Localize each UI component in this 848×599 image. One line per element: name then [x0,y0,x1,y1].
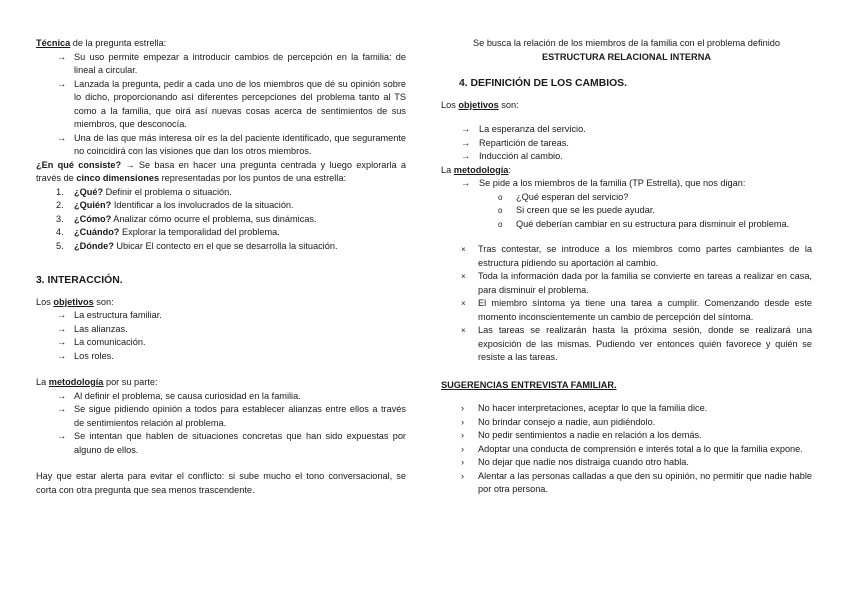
tecnica-list [36,51,406,159]
list-item: → La estructura familiar. [36,309,406,323]
section-4-title: 4. DEFINICIÓN DE LOS CAMBIOS. [459,78,627,89]
x-bullet-icon: × [461,245,466,254]
arrow-icon: → [461,178,471,188]
arrow-icon: → [57,323,67,334]
list-item: o Si creen que se les puede ayudar. [441,204,812,218]
objetivos-list [441,123,812,164]
list-item: 5. ¿Dónde? Ubicar El contecto en el que se desarrolla la situación. [56,240,338,251]
list-item: × El miembro síntoma ya tiene una tarea a cumplir. Comenzando desde este momento inconscientemente un cambio de percepción del síntoma. [461,298,812,322]
dimensions-list [36,186,406,254]
list-item: → Los roles. [36,350,406,364]
list-item: × Las tareas se realizarán hasta la próxima sesión, donde se realizará una exposición de las mismas. Pudiendo ver entonces quién favorece y quién se resiste a las tareas. [461,325,812,362]
sugerencias-list [441,402,812,497]
list-item: o Qué deberían cambiar en su estructura para disminuir el problema. [441,218,812,232]
objetivos-label: Los objetivos son: [441,99,519,110]
chevron-bullet-icon: › [461,443,465,454]
list-item: › No hacer interpretaciones, aceptar lo que la familia dice. [441,402,812,416]
list-item: › Adoptar una conducta de comprensión e interés total a lo que la familia expone. [441,443,812,457]
list-item: 4. ¿Cuándo? Explorar la temporalidad del problema. [56,227,280,237]
objetivos-list [36,309,406,363]
list-item: → Lanzada la pregunta, pedir a cada uno de los miembros que dé su opinión sobre lo dicho, proporcionando así diferentes percepciones del problema tanto al TS como a la familia, que oirá así nuevas cosas acerca de sentimientos de sus miembros, que desconocía. [57,78,406,129]
list-item: → Repartición de tareas. [441,137,812,151]
chevron-bullet-icon: › [461,403,465,413]
chevron-bullet-icon: › [461,430,465,440]
circle-bullet-icon: o [498,206,503,215]
arrow-icon: → [57,390,67,401]
questions-list [441,191,812,232]
metodologia-list [441,177,812,191]
arrow-icon: → [461,151,471,161]
list-item: × Toda la información dada por la familia se convierte en tareas a realizar en casa, para disminuir el problema. [461,271,812,295]
x-bullet-icon: × [461,299,466,308]
metodologia-label: La metodología por su parte: [36,377,158,387]
list-item: → Se sigue pidiendo opinión a todos para establecer alianzas entre ellos a través de sentimientos relación al problema. [57,404,406,428]
objetivos-label: Los objetivos son: [36,296,114,307]
list-item: × Tras contestar, se introduce a los miembros como partes cambiantes de la estructura pidiendo su aportación al cambio. [461,244,812,268]
right-column [441,37,812,497]
x-bullet-icon: × [461,272,466,281]
arrow-icon: → [57,310,67,320]
list-item: › No brindar consejo a nadie, aun pidiéndolo. [441,416,812,430]
list-item: 3. ¿Cómo? Analizar cómo ocurre el problema, sus dinámicas. [56,213,317,224]
chevron-bullet-icon: › [461,470,465,481]
list-item: o ¿Qué esperan del servicio? [441,191,812,205]
intro-text: Se busca la relación de los miembros de la familia con el problema definido [473,38,780,48]
left-column [36,37,406,497]
arrow-icon: → [57,51,67,62]
list-item: 1. ¿Qué? Definir el problema o situación. [56,186,232,197]
arrow-icon: → [461,137,471,148]
x-bullet-icon: × [461,326,466,335]
arrow-icon: → [57,431,67,441]
list-item: → Se intentan que hablen de situaciones concretas que han sido expuestas por alguno de ellos. [57,431,406,455]
sugerencias-title: SUGERENCIAS ENTREVISTA FAMILIAR. [441,379,617,390]
closing-paragraph: Hay que estar alerta para evitar el conflicto: si sube mucho el tono conversacional, se corta con otra pregunta que sea menos trascendente. [36,471,406,495]
chevron-bullet-icon: › [461,416,465,427]
arrow-icon: → [57,350,67,361]
tasks-list [441,243,812,365]
list-item: → Se pide a los miembros de la familia (TP Estrella), que nos digan: [441,177,812,191]
list-item: › Alentar a las personas calladas a que den su opinión, no permitir que nadie hable por otra persona. [461,470,812,494]
list-item: › No dejar que nadie nos distraiga cuando otro habla. [441,456,812,470]
list-item: → La esperanza del servicio. [441,123,812,137]
metodologia-list [36,390,406,458]
list-item: → Una de las que más interesa oír es la del paciente identificado, que seguramente no coincidirá con las visiones que dan los otros miembros. [57,132,406,156]
intro-bold: ESTRUCTURA RELACIONAL INTERNA [542,51,711,62]
arrow-icon: → [57,78,67,89]
arrow-icon: → [57,404,67,414]
list-item: → Las alianzas. [36,323,406,337]
section-3-title: 3. INTERACCIÓN. [36,275,123,286]
list-item: → Su uso permite empezar a introducir cambios de percepción en la familia: de lineal a circular. [57,51,406,75]
tecnica-heading: Técnica de la pregunta estrella: [36,38,167,48]
circle-bullet-icon: o [498,219,503,229]
list-item: → Al definir el problema, se causa curiosidad en la familia. [36,390,406,404]
list-item: › No pedir sentimientos a nadie en relación a los demás. [441,429,812,443]
arrow-icon: → [461,124,471,134]
circle-bullet-icon: o [498,192,503,202]
list-item: → La comunicación. [36,336,406,350]
arrow-icon: → [57,337,67,347]
chevron-bullet-icon: › [461,457,465,467]
list-item: → Inducción al cambio. [441,150,812,164]
list-item: 2. ¿Quién? Identificar a los involucrados de la situación. [56,200,294,210]
consiste-paragraph: ¿En qué consiste? → Se basa en hacer una pregunta centrada y luego explorarla a través de cinco dimensiones representadas por los puntos de una estrella: [36,159,407,183]
arrow-icon: → [57,132,67,143]
metodologia-label: La metodología: [441,164,511,175]
